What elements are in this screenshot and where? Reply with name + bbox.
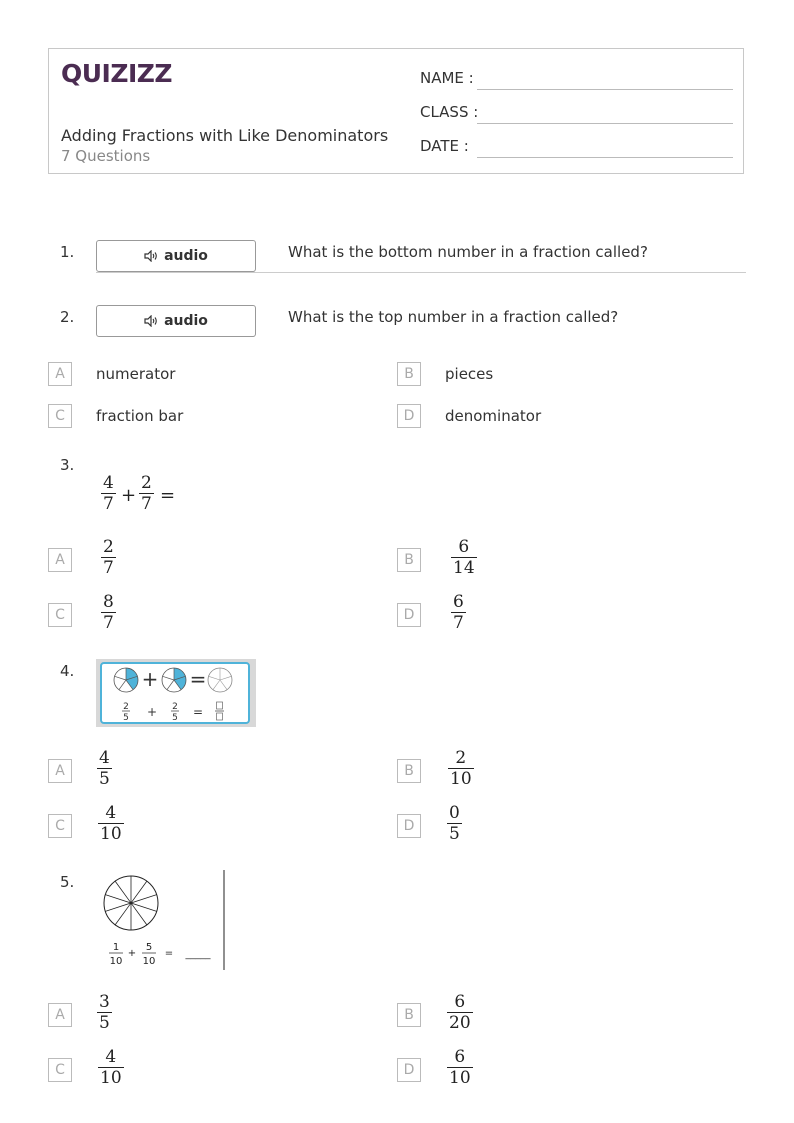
denominator: 10 bbox=[100, 1068, 122, 1088]
option-fraction-d bbox=[451, 592, 466, 633]
option-box-d[interactable]: D bbox=[397, 404, 421, 428]
numerator: 8 bbox=[103, 592, 114, 612]
numerator: 6 bbox=[453, 592, 464, 612]
option-fraction-c bbox=[98, 803, 124, 844]
denominator: 7 bbox=[103, 558, 114, 578]
quizizz-logo: QUIZIZZ bbox=[61, 59, 173, 88]
fraction-wheel-illustration bbox=[96, 870, 226, 970]
denominator: 14 bbox=[453, 558, 475, 578]
denominator: 20 bbox=[449, 1013, 471, 1033]
name-label: NAME : bbox=[420, 69, 474, 87]
denominator: 5 bbox=[99, 769, 110, 789]
denominator: 7 bbox=[103, 613, 114, 633]
fraction-circles-image bbox=[96, 659, 256, 727]
numerator: 2 bbox=[455, 748, 467, 768]
numerator: 2 bbox=[141, 473, 152, 493]
option-fraction-c bbox=[98, 1047, 124, 1088]
equals-sign: = bbox=[164, 948, 174, 959]
question-2-number: 2. bbox=[60, 308, 75, 326]
option-fraction-b bbox=[448, 748, 474, 789]
denominator: 10 bbox=[142, 956, 156, 967]
numerator: 6 bbox=[454, 1047, 466, 1067]
option-fraction-d bbox=[447, 1047, 473, 1088]
question-1-audio-button[interactable] bbox=[96, 240, 256, 272]
option-text-a: numerator bbox=[96, 365, 176, 383]
denominator: 7 bbox=[141, 494, 152, 514]
denominator: 10 bbox=[100, 824, 122, 844]
image-frame bbox=[100, 662, 250, 724]
option-fraction-b bbox=[447, 992, 473, 1033]
option-box-b[interactable]: B bbox=[397, 1003, 421, 1027]
fraction-wheel-image bbox=[96, 870, 226, 970]
option-box-d[interactable]: D bbox=[397, 1058, 421, 1082]
question-3-number: 3. bbox=[60, 456, 75, 474]
option-fraction-a bbox=[97, 992, 112, 1033]
question-divider bbox=[96, 272, 746, 273]
option-box-b[interactable]: B bbox=[397, 548, 421, 572]
option-box-c[interactable]: C bbox=[48, 603, 72, 627]
answer-blank: _____ bbox=[185, 949, 211, 960]
option-box-d[interactable]: D bbox=[397, 814, 421, 838]
question-1-number: 1. bbox=[60, 243, 75, 261]
denominator: 10 bbox=[450, 769, 472, 789]
option-text-d: denominator bbox=[445, 407, 542, 425]
option-fraction-b bbox=[451, 537, 477, 578]
numerator: 6 bbox=[454, 992, 466, 1012]
numerator: 4 bbox=[105, 1047, 117, 1067]
option-fraction-c bbox=[101, 592, 116, 633]
numerator: 2 bbox=[103, 537, 114, 557]
option-fraction-d bbox=[447, 803, 462, 844]
equals-sign: = bbox=[189, 667, 207, 691]
option-box-a[interactable]: A bbox=[48, 362, 72, 386]
audio-label: audio bbox=[164, 313, 208, 329]
denominator: 5 bbox=[172, 713, 178, 722]
option-fraction-a bbox=[97, 748, 112, 789]
option-box-d[interactable]: D bbox=[397, 603, 421, 627]
option-box-c[interactable]: C bbox=[48, 814, 72, 838]
denominator: 7 bbox=[103, 494, 114, 514]
numerator: 4 bbox=[105, 803, 117, 823]
option-box-c[interactable]: C bbox=[48, 404, 72, 428]
class-label: CLASS : bbox=[420, 103, 479, 121]
option-box-b[interactable]: B bbox=[397, 362, 421, 386]
option-box-c[interactable]: C bbox=[48, 1058, 72, 1082]
plus-sign: + bbox=[141, 667, 159, 691]
denominator: 7 bbox=[453, 613, 464, 633]
numerator: 5 bbox=[145, 942, 153, 953]
denominator: 10 bbox=[449, 1068, 471, 1088]
numerator: 2 bbox=[172, 702, 178, 712]
denominator: 5 bbox=[449, 824, 460, 844]
plus-sign: + bbox=[121, 485, 137, 506]
numerator: 3 bbox=[99, 992, 110, 1012]
question-2-audio-button[interactable] bbox=[96, 305, 256, 337]
option-text-b: pieces bbox=[445, 365, 494, 383]
date-label: DATE : bbox=[420, 137, 469, 155]
worksheet-header bbox=[48, 48, 744, 174]
option-box-b[interactable]: B bbox=[397, 759, 421, 783]
speaker-icon bbox=[144, 315, 158, 327]
numerator: 1 bbox=[112, 942, 120, 953]
name-field[interactable] bbox=[477, 89, 733, 90]
plus-sign: + bbox=[146, 705, 158, 719]
question-1-text: What is the bottom number in a fraction called? bbox=[288, 243, 648, 261]
numerator: 4 bbox=[103, 473, 114, 493]
audio-label: audio bbox=[164, 248, 208, 264]
date-field[interactable] bbox=[477, 157, 733, 158]
option-box-a[interactable]: A bbox=[48, 548, 72, 572]
option-box-a[interactable]: A bbox=[48, 1003, 72, 1027]
numerator: 2 bbox=[123, 702, 129, 712]
expression-fraction-b bbox=[139, 473, 154, 514]
question-count: 7 Questions bbox=[61, 147, 151, 165]
class-field[interactable] bbox=[477, 123, 733, 124]
numerator: 6 bbox=[458, 537, 470, 557]
equals-sign: = bbox=[192, 705, 204, 719]
equals-sign: = bbox=[160, 485, 176, 506]
question-4-number: 4. bbox=[60, 662, 75, 680]
option-box-a[interactable]: A bbox=[48, 759, 72, 783]
numerator: 4 bbox=[99, 748, 110, 768]
speaker-icon bbox=[144, 250, 158, 262]
fraction-circles-illustration bbox=[102, 664, 248, 722]
option-fraction-a bbox=[101, 537, 116, 578]
denominator: 10 bbox=[109, 956, 123, 967]
expression-fraction-a bbox=[101, 473, 116, 514]
worksheet-title: Adding Fractions with Like Denominators bbox=[61, 126, 389, 145]
question-2-text: What is the top number in a fraction called? bbox=[288, 308, 619, 326]
question-5-number: 5. bbox=[60, 873, 75, 891]
denominator: 5 bbox=[99, 1013, 110, 1033]
numerator: 0 bbox=[449, 803, 460, 823]
plus-sign: + bbox=[127, 948, 137, 959]
denominator: 5 bbox=[123, 713, 129, 722]
option-text-c: fraction bar bbox=[96, 407, 184, 425]
